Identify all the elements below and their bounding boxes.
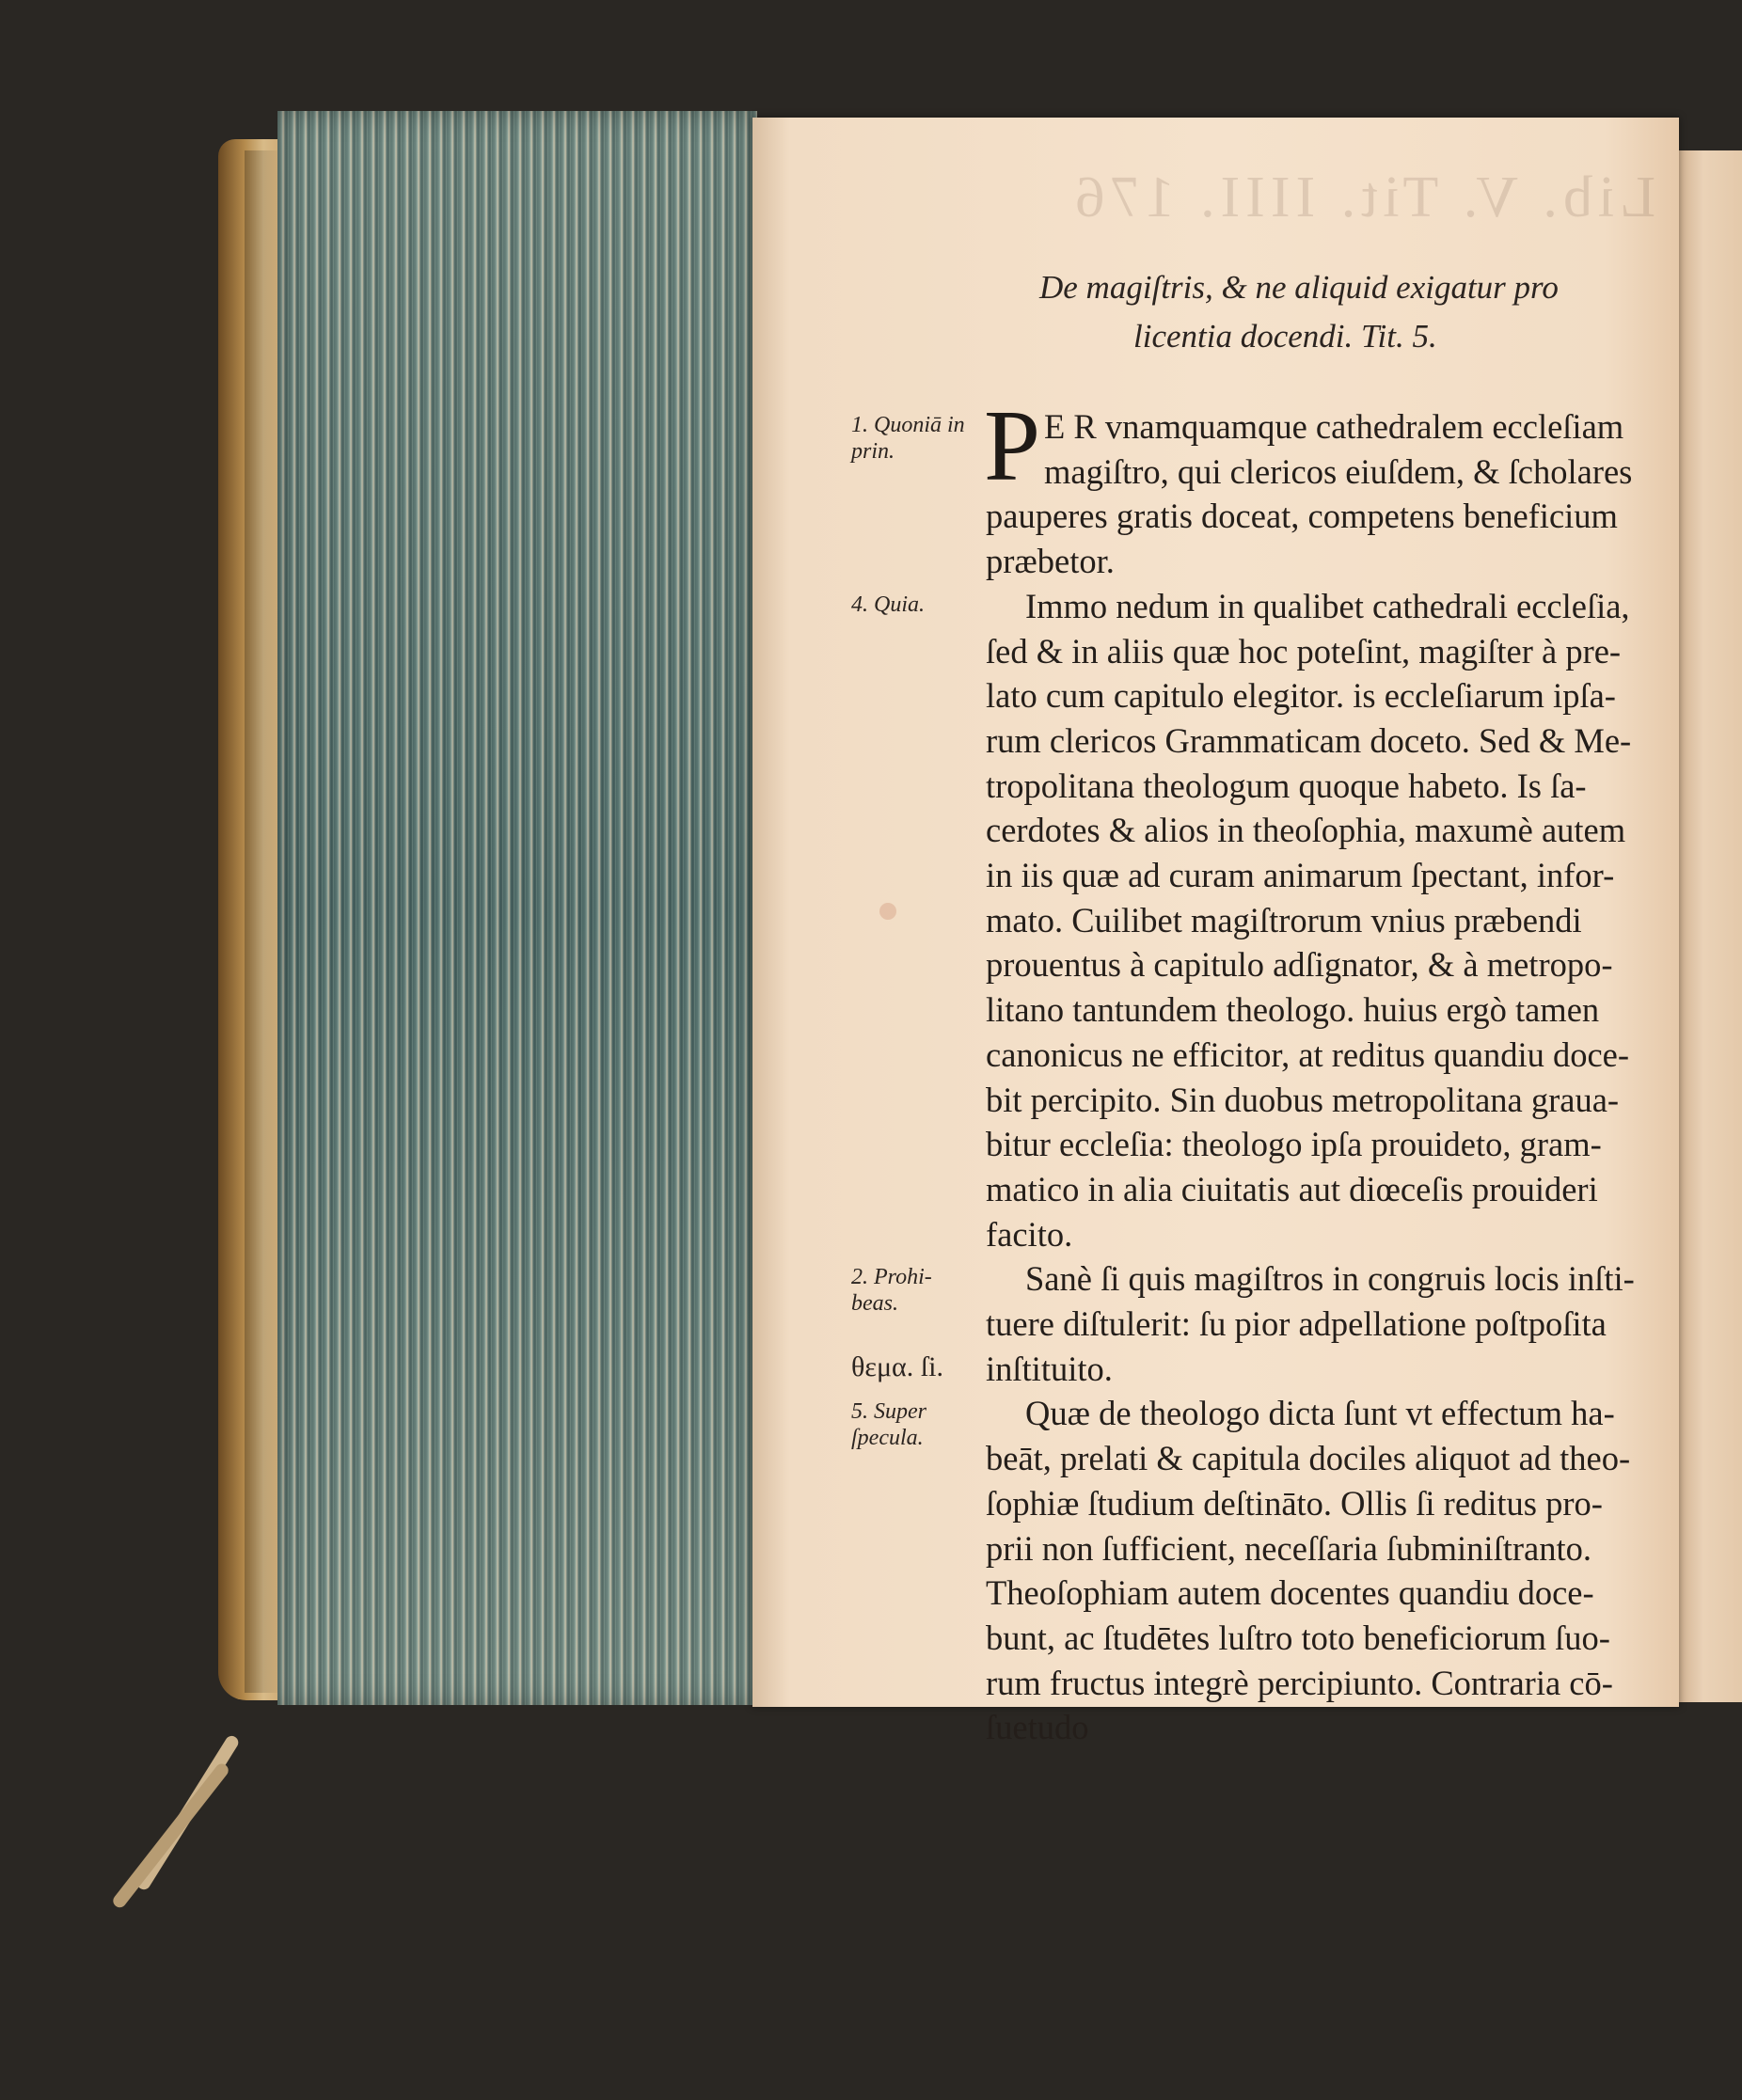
text-line: in iis quæ ad curam animarum ſpectant, infor- [986,856,1615,895]
text-line: bit percipito. Sin duobus metropolitana graua- [986,1080,1620,1119]
section-title [1039,263,1660,361]
text-line: mato. Cuilibet magiſtrorum vnius præbendi [986,900,1582,939]
paper-stain [879,903,896,920]
margin-note: 1. Quoniā in prin. [851,413,965,464]
text-line: prouentus à capitulo adſignator, & à metropo- [986,945,1613,985]
text-line: cerdotes & alios in theoſophia, maxumè autem [986,811,1626,850]
text-line: tuere diſtulerit: ſu pior adpellatione poſtpoſita [986,1304,1607,1344]
text-line: rum clericos Grammaticam doceto. Sed & Me- [986,720,1632,760]
text-line: ſed & in aliis quæ hoc poteſint, magiſter à pre- [986,631,1622,671]
text-line: bunt, ac ſtudētes luſtro toto beneficiorum ſuo- [986,1618,1610,1657]
drop-cap: P [984,390,1041,502]
text-line: Theoſophiam autem docentes quandiu doce- [986,1573,1594,1613]
text-line: canonicus ne efficitor, at reditus quandiu doce- [986,1034,1630,1074]
text-line: Quæ de theologo dicta ſunt vt effectum ha- [1025,1394,1615,1433]
page-edges [277,111,757,1705]
text-line: lato cum capitulo elegitor. is eccleſiarum ipſa- [986,676,1616,716]
body-text [986,404,1671,1750]
margin-note: 2. Prohi- beas. [851,1265,932,1317]
text-line: beāt, prelati & capitula dociles aliquot ad theo- [986,1439,1631,1478]
text-line: ſuetudo [986,1708,1089,1747]
text-line: Sanè ſi quis magiſtros in congruis locis inſti- [1025,1259,1635,1299]
text-line: facito. [986,1214,1073,1254]
text-line: ſophiæ ſtudium deſtināto. Ollis ſi reditus pro- [986,1483,1603,1523]
text-line: magiſtro, qui clericos eiuſdem, & ſcholares [1044,451,1633,491]
text-line: pauperes gratis doceat, competens beneficium [986,497,1618,536]
facing-page-edge [1670,150,1742,1702]
title-line: licentia docendi. Tit. 5. [1133,318,1437,355]
text-line: rum fructus integrè percipiunto. Contraria cō- [986,1663,1613,1702]
text-line: Immo nedum in qualibet cathedrali eccleſia, [1025,586,1630,625]
text-line: E R vnamquamque cathedralem eccleſiam [1044,407,1624,446]
title-line: De magiſtris, & ne aliquid exigatur pro [1039,269,1559,306]
show-through-running-head: Lib. V. Tit. IIII. 176 [1069,166,1655,229]
text-line: bitur eccleſia: theologo ipſa prouideto, gram- [986,1125,1602,1164]
text-line: præbetor. [986,542,1115,581]
text-line: litano tantundem theologo. huius ergò tamen [986,990,1600,1030]
text-line: inſtituito. [986,1349,1113,1388]
margin-note: 5. Super ſpecula. [851,1399,926,1451]
spine-shadow [245,150,282,1693]
text-line: matico in alia ciuitatis aut diœceſis prouideri [986,1169,1598,1208]
text-line: tropolitana theologum quoque habeto. Is ſa- [986,766,1587,805]
margin-note: 4. Quia. [851,592,925,617]
margin-note: θεμα. ſi. [851,1350,943,1382]
text-line: prii non ſufficient, neceſſaria ſubminiſtranto. [986,1528,1592,1568]
ribbon-bookmark [111,1761,231,1910]
